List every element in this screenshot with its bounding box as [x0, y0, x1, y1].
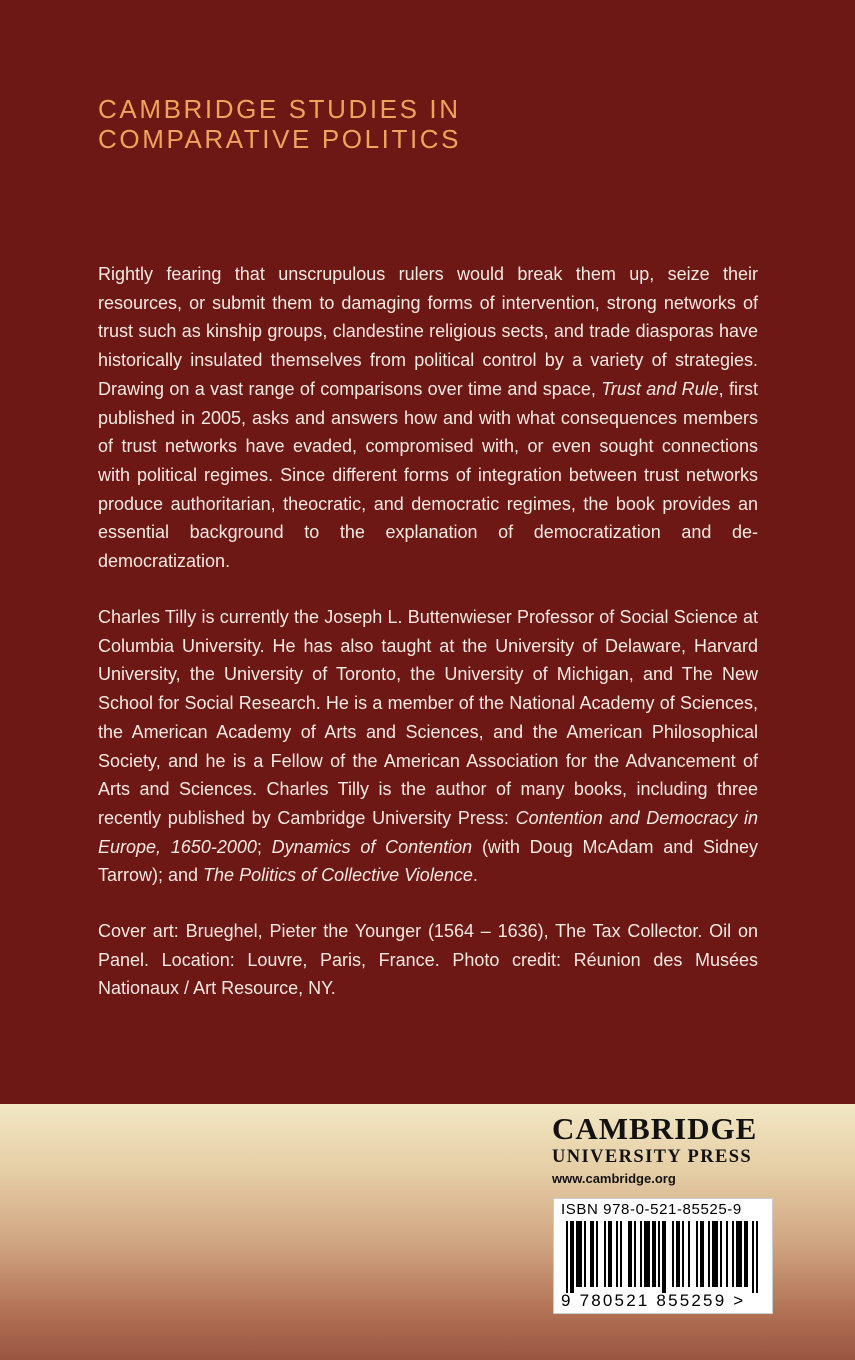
- barcode-bar: [676, 1221, 680, 1287]
- barcode-bar: [756, 1221, 758, 1293]
- series-title: [98, 94, 461, 154]
- barcode-bar: [672, 1221, 674, 1287]
- barcode-box: [553, 1198, 773, 1314]
- barcode-bar: [590, 1221, 594, 1287]
- barcode-bar: [682, 1221, 684, 1287]
- barcode-bar: [712, 1221, 718, 1287]
- barcode-bar: [608, 1221, 612, 1287]
- barcode-bar: [616, 1221, 618, 1287]
- isbn-text: ISBN 978-0-521-85525-9: [561, 1201, 742, 1218]
- barcode-bar: [736, 1221, 742, 1287]
- publisher-subtitle: UNIVERSITY PRESS: [552, 1147, 753, 1167]
- barcode-bar: [726, 1221, 728, 1287]
- publisher-name: CAMBRIDGE: [552, 1111, 758, 1146]
- barcode-bar: [628, 1221, 632, 1287]
- bio-book-2: Dynamics of Contention: [271, 836, 473, 857]
- series-title-line-2: COMPARATIVE POLITICS: [98, 124, 462, 154]
- barcode-bar: [652, 1221, 656, 1287]
- cover-art-credit: Cover art: Brueghel, Pieter the Younger (1564 – 1636), The Tax Collector. Oil on Panel. Location: Louvre, Paris, France. Photo credit: Réunion des Musées Nationaux / Art Resource, NY.: [98, 921, 758, 999]
- barcode-bar: [658, 1221, 660, 1287]
- barcode-bar: [634, 1221, 636, 1287]
- bio-separator: ;: [256, 836, 272, 857]
- barcode-bar: [566, 1221, 568, 1293]
- barcode-bar: [752, 1221, 754, 1293]
- author-bio: [98, 603, 758, 890]
- bio-text-2: (with Doug McAdam and Sidney Tarrow); and: [98, 836, 759, 886]
- book-description: [98, 260, 758, 576]
- book-title: Trust and Rule: [601, 378, 719, 399]
- barcode-bar: [732, 1221, 734, 1287]
- barcode-bar: [700, 1221, 704, 1287]
- publisher-url: www.cambridge.org: [552, 1171, 676, 1186]
- barcode-bar: [662, 1221, 666, 1293]
- barcode-bar: [584, 1221, 586, 1287]
- barcode-bar: [644, 1221, 650, 1287]
- bio-book-1: Contention and Democracy in Europe, 1650-2000: [98, 807, 758, 857]
- barcode-bar: [744, 1221, 748, 1287]
- publisher-logo: [552, 1112, 777, 1189]
- bio-text-1: Charles Tilly is currently the Joseph L. Buttenwieser Professor of Social Science at Columbia University. He has also taught at the University of Delaware, Harvard University, the University of Toronto, the University of Michigan, and The New School for Social Research. He is a member of the National Academy of Sciences, the American Academy of Arts and Sciences, and the American Philosophical Society, and he is a Fellow of the American Association for the Advancement of Arts and Sciences. Charles Tilly is the author of many books, including three recently published by Cambridge University Press:: [98, 607, 758, 828]
- description-text-1: Rightly fearing that unscrupulous rulers would break them up, seize their resources, or submit them to damaging forms of intervention, strong networks of trust such as kinship groups, clandestine religious sects, and trade diasporas have historically insulated themselves from political control by a variety of strategies. Drawing on a vast range of comparisons over time and space,: [98, 264, 758, 399]
- bio-book-3: The Politics of Collective Violence: [203, 865, 473, 886]
- barcode-bar: [696, 1221, 698, 1287]
- description-text-2: , first published in 2005, asks and answers how and with what consequences members of trust networks have evaded, compromised with, or even sought connections with political regimes. Since different forms of integration between trust networks produce authoritarian, theocratic, and democratic regimes, the book provides an essential background to the explanation of democratization and de-democratization.: [98, 378, 758, 572]
- barcode-bar: [570, 1221, 574, 1293]
- barcode-bar: [708, 1221, 710, 1287]
- barcode-bar: [604, 1221, 606, 1287]
- barcode-bar: [720, 1221, 722, 1287]
- series-title-line-1: CAMBRIDGE STUDIES IN: [98, 94, 461, 124]
- barcode-icon: [566, 1221, 762, 1293]
- barcode-bar: [596, 1221, 598, 1287]
- barcode-digits: 9 780521 855259 >: [561, 1291, 746, 1310]
- barcode-bar: [576, 1221, 582, 1287]
- barcode-bar: [688, 1221, 690, 1287]
- barcode-bar: [640, 1221, 642, 1287]
- barcode-bar: [620, 1221, 622, 1287]
- bio-text-3: .: [472, 865, 478, 886]
